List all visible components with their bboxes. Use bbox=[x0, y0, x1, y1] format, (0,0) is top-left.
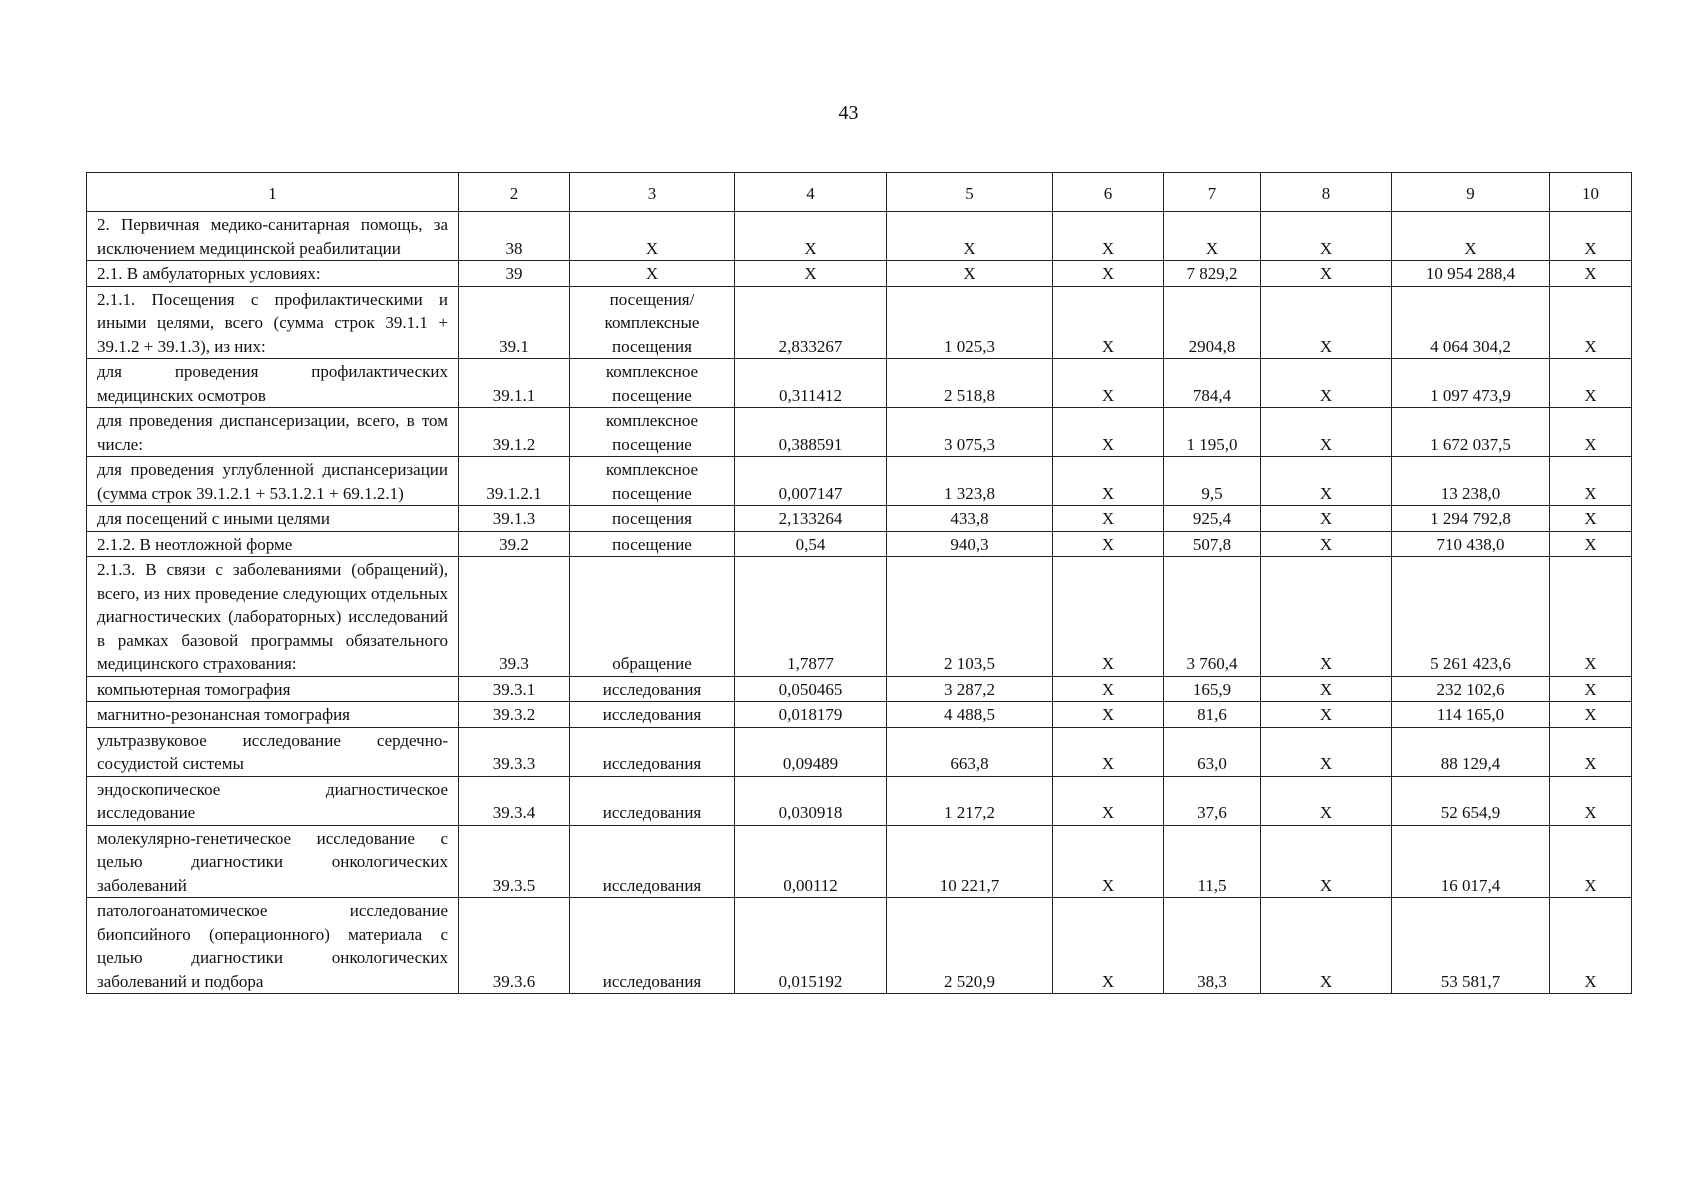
column-header: 3 bbox=[570, 173, 735, 212]
col5-cell: Х bbox=[887, 212, 1053, 261]
col5-cell: 3 075,3 bbox=[887, 408, 1053, 457]
line-code-cell: 39.3.1 bbox=[459, 676, 570, 702]
col6-cell: Х bbox=[1053, 702, 1164, 728]
col10-cell: Х bbox=[1550, 506, 1632, 532]
col5-cell: 663,8 bbox=[887, 727, 1053, 776]
col5-cell: 940,3 bbox=[887, 531, 1053, 557]
line-code-cell: 39.1.2 bbox=[459, 408, 570, 457]
col7-cell: 3 760,4 bbox=[1164, 557, 1261, 677]
col8-cell: Х bbox=[1261, 898, 1392, 994]
table-row bbox=[87, 408, 1632, 457]
row-name-cell: магнитно-резонансная томография bbox=[87, 702, 459, 728]
row-name-cell: для проведения углубленной диспансеризации (сумма строк 39.1.2.1 + 53.1.2.1 + 69.1.2.1) bbox=[87, 457, 459, 506]
col6-cell: Х bbox=[1053, 825, 1164, 898]
col6-cell: Х bbox=[1053, 776, 1164, 825]
unit-cell: комплексное посещение bbox=[570, 457, 735, 506]
table-row bbox=[87, 212, 1632, 261]
row-name-cell: для посещений с иными целями bbox=[87, 506, 459, 532]
column-header: 6 bbox=[1053, 173, 1164, 212]
row-name-cell: патологоанатомическое исследование биопсийного (операционного) материала с целью диагностики онкологических заболеваний и подбора bbox=[87, 898, 459, 994]
unit-cell: исследования bbox=[570, 727, 735, 776]
row-name-cell: компьютерная томография bbox=[87, 676, 459, 702]
col10-cell: Х bbox=[1550, 261, 1632, 287]
column-header: 4 bbox=[735, 173, 887, 212]
col6-cell: Х bbox=[1053, 261, 1164, 287]
col4-cell: 0,388591 bbox=[735, 408, 887, 457]
col5-cell: 4 488,5 bbox=[887, 702, 1053, 728]
row-name-cell: молекулярно-генетическое исследование с целью диагностики онкологических заболеваний bbox=[87, 825, 459, 898]
col6-cell: Х bbox=[1053, 898, 1164, 994]
unit-cell: посещения bbox=[570, 506, 735, 532]
col10-cell: Х bbox=[1550, 212, 1632, 261]
col9-cell: 710 438,0 bbox=[1392, 531, 1550, 557]
col7-cell: 165,9 bbox=[1164, 676, 1261, 702]
col9-cell: 114 165,0 bbox=[1392, 702, 1550, 728]
col8-cell: Х bbox=[1261, 531, 1392, 557]
col4-cell: Х bbox=[735, 261, 887, 287]
col5-cell: 433,8 bbox=[887, 506, 1053, 532]
col5-cell: 2 103,5 bbox=[887, 557, 1053, 677]
line-code-cell: 39.3.2 bbox=[459, 702, 570, 728]
col10-cell: Х bbox=[1550, 676, 1632, 702]
col9-cell: 53 581,7 bbox=[1392, 898, 1550, 994]
col4-cell: 0,311412 bbox=[735, 359, 887, 408]
table-header-row bbox=[87, 173, 1632, 212]
col6-cell: Х bbox=[1053, 212, 1164, 261]
row-name-cell: ультразвуковое исследование сердечно-сосудистой системы bbox=[87, 727, 459, 776]
col7-cell: 2904,8 bbox=[1164, 286, 1261, 359]
col5-cell: 1 323,8 bbox=[887, 457, 1053, 506]
col8-cell: Х bbox=[1261, 212, 1392, 261]
line-code-cell: 39.3 bbox=[459, 557, 570, 677]
col5-cell: 3 287,2 bbox=[887, 676, 1053, 702]
col5-cell: 1 025,3 bbox=[887, 286, 1053, 359]
col9-cell: 1 294 792,8 bbox=[1392, 506, 1550, 532]
row-name-cell: для проведения профилактических медицинских осмотров bbox=[87, 359, 459, 408]
table-row bbox=[87, 702, 1632, 728]
table-row bbox=[87, 286, 1632, 359]
col9-cell: 1 672 037,5 bbox=[1392, 408, 1550, 457]
col4-cell: 0,018179 bbox=[735, 702, 887, 728]
unit-cell: исследования bbox=[570, 776, 735, 825]
col9-cell: 1 097 473,9 bbox=[1392, 359, 1550, 408]
unit-cell: комплексное посещение bbox=[570, 408, 735, 457]
unit-cell: исследования bbox=[570, 898, 735, 994]
col5-cell: 2 520,9 bbox=[887, 898, 1053, 994]
col8-cell: Х bbox=[1261, 261, 1392, 287]
col7-cell: 784,4 bbox=[1164, 359, 1261, 408]
col6-cell: Х bbox=[1053, 506, 1164, 532]
column-header: 10 bbox=[1550, 173, 1632, 212]
table-row bbox=[87, 531, 1632, 557]
table-row bbox=[87, 825, 1632, 898]
col9-cell: 52 654,9 bbox=[1392, 776, 1550, 825]
col10-cell: Х bbox=[1550, 702, 1632, 728]
column-header: 1 bbox=[87, 173, 459, 212]
col9-cell: 16 017,4 bbox=[1392, 825, 1550, 898]
col6-cell: Х bbox=[1053, 457, 1164, 506]
col7-cell: 11,5 bbox=[1164, 825, 1261, 898]
col8-cell: Х bbox=[1261, 557, 1392, 677]
col5-cell: 2 518,8 bbox=[887, 359, 1053, 408]
col8-cell: Х bbox=[1261, 727, 1392, 776]
line-code-cell: 39.1.1 bbox=[459, 359, 570, 408]
table-row bbox=[87, 457, 1632, 506]
col10-cell: Х bbox=[1550, 898, 1632, 994]
col10-cell: Х bbox=[1550, 286, 1632, 359]
col9-cell: 5 261 423,6 bbox=[1392, 557, 1550, 677]
col5-cell: 10 221,7 bbox=[887, 825, 1053, 898]
col5-cell: 1 217,2 bbox=[887, 776, 1053, 825]
column-header: 8 bbox=[1261, 173, 1392, 212]
row-name-cell: 2.1. В амбулаторных условиях: bbox=[87, 261, 459, 287]
col9-cell: Х bbox=[1392, 212, 1550, 261]
col7-cell: Х bbox=[1164, 212, 1261, 261]
col7-cell: 63,0 bbox=[1164, 727, 1261, 776]
line-code-cell: 39.1 bbox=[459, 286, 570, 359]
col7-cell: 37,6 bbox=[1164, 776, 1261, 825]
unit-cell: посещение bbox=[570, 531, 735, 557]
row-name-cell: 2.1.2. В неотложной форме bbox=[87, 531, 459, 557]
col9-cell: 232 102,6 bbox=[1392, 676, 1550, 702]
row-name-cell: 2.1.3. В связи с заболеваниями (обращений), всего, из них проведение следующих отдельных диагностических (лабораторных) исследований в рамках базовой программы обязательного медицинского страхования: bbox=[87, 557, 459, 677]
col8-cell: Х bbox=[1261, 359, 1392, 408]
unit-cell: исследования bbox=[570, 825, 735, 898]
line-code-cell: 39.3.3 bbox=[459, 727, 570, 776]
col8-cell: Х bbox=[1261, 776, 1392, 825]
line-code-cell: 39.3.6 bbox=[459, 898, 570, 994]
table-row bbox=[87, 727, 1632, 776]
unit-cell: исследования bbox=[570, 702, 735, 728]
col10-cell: Х bbox=[1550, 457, 1632, 506]
table-row bbox=[87, 776, 1632, 825]
col10-cell: Х bbox=[1550, 531, 1632, 557]
line-code-cell: 39.1.2.1 bbox=[459, 457, 570, 506]
col5-cell: Х bbox=[887, 261, 1053, 287]
col4-cell: 0,030918 bbox=[735, 776, 887, 825]
table-row bbox=[87, 898, 1632, 994]
col8-cell: Х bbox=[1261, 408, 1392, 457]
col6-cell: Х bbox=[1053, 557, 1164, 677]
col9-cell: 4 064 304,2 bbox=[1392, 286, 1550, 359]
page-number: 43 bbox=[838, 102, 859, 124]
col7-cell: 925,4 bbox=[1164, 506, 1261, 532]
table-row bbox=[87, 506, 1632, 532]
col6-cell: Х bbox=[1053, 359, 1164, 408]
table-row bbox=[87, 557, 1632, 677]
col9-cell: 13 238,0 bbox=[1392, 457, 1550, 506]
col8-cell: Х bbox=[1261, 457, 1392, 506]
col7-cell: 9,5 bbox=[1164, 457, 1261, 506]
col10-cell: Х bbox=[1550, 359, 1632, 408]
col10-cell: Х bbox=[1550, 408, 1632, 457]
col7-cell: 38,3 bbox=[1164, 898, 1261, 994]
col4-cell: 0,015192 bbox=[735, 898, 887, 994]
col6-cell: Х bbox=[1053, 286, 1164, 359]
col4-cell: 0,54 bbox=[735, 531, 887, 557]
row-name-cell: эндоскопическое диагностическое исследование bbox=[87, 776, 459, 825]
col8-cell: Х bbox=[1261, 676, 1392, 702]
col7-cell: 1 195,0 bbox=[1164, 408, 1261, 457]
table-row bbox=[87, 676, 1632, 702]
col7-cell: 81,6 bbox=[1164, 702, 1261, 728]
line-code-cell: 39.3.4 bbox=[459, 776, 570, 825]
line-code-cell: 39.3.5 bbox=[459, 825, 570, 898]
column-header: 5 bbox=[887, 173, 1053, 212]
line-code-cell: 39.1.3 bbox=[459, 506, 570, 532]
table-row bbox=[87, 261, 1632, 287]
line-code-cell: 39 bbox=[459, 261, 570, 287]
col6-cell: Х bbox=[1053, 676, 1164, 702]
col4-cell: 2,133264 bbox=[735, 506, 887, 532]
col4-cell: 0,050465 bbox=[735, 676, 887, 702]
col4-cell: 0,007147 bbox=[735, 457, 887, 506]
column-header: 7 bbox=[1164, 173, 1261, 212]
row-name-cell: 2. Первичная медико-санитарная помощь, за исключением медицинской реабилитации bbox=[87, 212, 459, 261]
col4-cell: 0,09489 bbox=[735, 727, 887, 776]
unit-cell: Х bbox=[570, 261, 735, 287]
col9-cell: 88 129,4 bbox=[1392, 727, 1550, 776]
unit-cell: исследования bbox=[570, 676, 735, 702]
col10-cell: Х bbox=[1550, 776, 1632, 825]
line-code-cell: 39.2 bbox=[459, 531, 570, 557]
col8-cell: Х bbox=[1261, 506, 1392, 532]
col8-cell: Х bbox=[1261, 286, 1392, 359]
unit-cell: Х bbox=[570, 212, 735, 261]
col10-cell: Х bbox=[1550, 727, 1632, 776]
col8-cell: Х bbox=[1261, 825, 1392, 898]
table-row bbox=[87, 359, 1632, 408]
col10-cell: Х bbox=[1550, 557, 1632, 677]
col6-cell: Х bbox=[1053, 531, 1164, 557]
row-name-cell: 2.1.1. Посещения с профилактическими и иными целями, всего (сумма строк 39.1.1 + 39.1.2 + 39.1.3), из них: bbox=[87, 286, 459, 359]
line-code-cell: 38 bbox=[459, 212, 570, 261]
col4-cell: 1,7877 bbox=[735, 557, 887, 677]
unit-cell: посещения/комплексные посещения bbox=[570, 286, 735, 359]
col10-cell: Х bbox=[1550, 825, 1632, 898]
column-header: 9 bbox=[1392, 173, 1550, 212]
col4-cell: 0,00112 bbox=[735, 825, 887, 898]
unit-cell: комплексное посещение bbox=[570, 359, 735, 408]
col7-cell: 7 829,2 bbox=[1164, 261, 1261, 287]
column-header: 2 bbox=[459, 173, 570, 212]
col4-cell: 2,833267 bbox=[735, 286, 887, 359]
col4-cell: Х bbox=[735, 212, 887, 261]
unit-cell: обращение bbox=[570, 557, 735, 677]
data-table bbox=[86, 172, 1632, 994]
col6-cell: Х bbox=[1053, 408, 1164, 457]
col7-cell: 507,8 bbox=[1164, 531, 1261, 557]
col6-cell: Х bbox=[1053, 727, 1164, 776]
row-name-cell: для проведения диспансеризации, всего, в том числе: bbox=[87, 408, 459, 457]
col9-cell: 10 954 288,4 bbox=[1392, 261, 1550, 287]
col8-cell: Х bbox=[1261, 702, 1392, 728]
